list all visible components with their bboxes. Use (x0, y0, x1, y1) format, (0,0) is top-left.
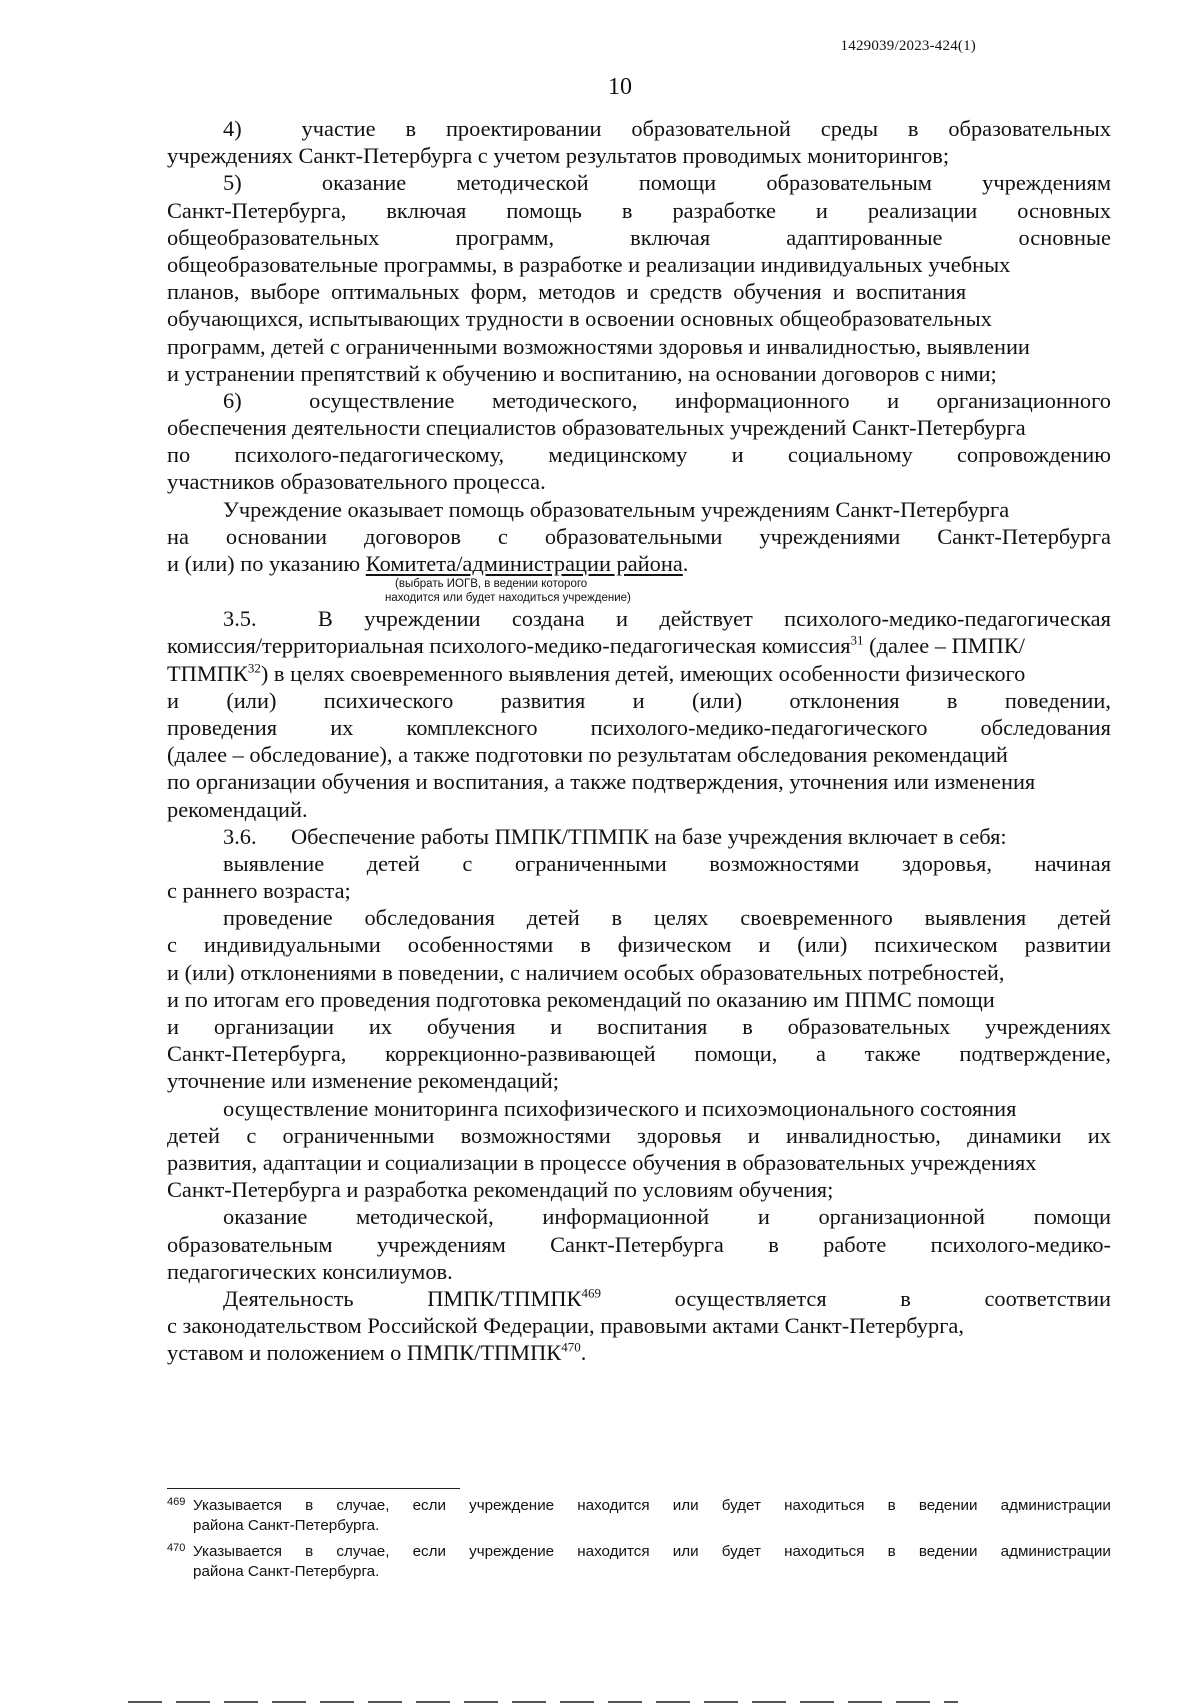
s36-p5-word: соответствии (984, 1285, 1111, 1311)
footnote-469-line-2: района Санкт-Петербурга. (193, 1517, 380, 1534)
assist-line-3-suffix: . (682, 551, 689, 576)
word: и (815, 197, 828, 223)
word: и (731, 442, 744, 468)
section-3-5-line-2 (167, 632, 1111, 659)
word: в (742, 1014, 753, 1039)
word: также (864, 1041, 921, 1067)
word: осуществление (309, 387, 455, 413)
word: с (167, 932, 177, 958)
item-6-line-3 (167, 441, 1111, 468)
s36-p3-line-1: осуществление мониторинга психофизического и психоэмоционального состояния (223, 1095, 1017, 1121)
word: комплексного (406, 714, 538, 740)
page-number: 10 (608, 74, 632, 100)
word: обучения (426, 1014, 516, 1039)
word: (или) (797, 932, 848, 958)
word: методического, (491, 387, 638, 413)
s36-p2-line-5 (167, 1013, 1111, 1040)
word: и (632, 687, 645, 713)
section-3-5-line-7: по организации обучения и воспитания, а также подтверждения, уточнения или изменения (167, 769, 1036, 795)
word: и (616, 606, 628, 632)
s36-p5-word: осуществляется (674, 1285, 827, 1311)
authority-hint-line-1: (выбрать ИОГВ, в ведении которого (395, 578, 588, 591)
word: организационного (936, 387, 1111, 413)
word: проведение (223, 905, 333, 931)
s36-p1-line-2: с раннего возраста; (167, 878, 351, 904)
word: выявление (223, 850, 325, 876)
word: Санкт-Петербурга, (167, 197, 347, 223)
s36-p4-line-1 (167, 1203, 1111, 1230)
word: основании (225, 523, 327, 549)
word: ведении (918, 1543, 978, 1560)
word: социальному (787, 442, 913, 468)
word: будет (721, 1543, 761, 1560)
word: и (167, 687, 179, 713)
item-5-line-7: программ, детей с ограниченными возможностями здоровья и инвалидностью, выявлении (167, 333, 1030, 359)
s36-p3-line-4: Санкт-Петербурга и разработка рекомендаций по условиям обучения; (167, 1177, 834, 1203)
word: Указывается (193, 1497, 282, 1514)
s36-p2-line-3: и (или) отклонениями в поведении, с наличием особых образовательных потребностей, (167, 959, 1005, 985)
word: включая (630, 224, 711, 250)
word: учреждениями (759, 523, 901, 549)
word: информационного (674, 387, 850, 413)
word: в (621, 197, 633, 223)
item-5-line-4: общеобразовательные программы, в разработке и реализации индивидуальных учебных (167, 251, 1011, 277)
word: (или) (226, 687, 277, 713)
footnote-470-line-2: района Санкт-Петербурга. (193, 1563, 380, 1580)
word: создана (511, 606, 585, 632)
word: здоровья, (901, 850, 992, 876)
word: проектировании (445, 116, 602, 141)
word: и (757, 1204, 770, 1230)
word: их (1087, 1122, 1111, 1148)
footnote-ref-32: 32 (247, 660, 261, 676)
word: целях (653, 905, 709, 931)
section-3-5-line-3 (167, 660, 1111, 687)
word: образовательных (948, 116, 1111, 141)
section-3-6-number: 3.6. (223, 823, 257, 849)
word: детей (526, 905, 580, 931)
word: а (816, 1041, 826, 1067)
authority-hint-line-2: находится или будет находиться учреждение) (385, 592, 631, 605)
word: если (412, 1543, 446, 1560)
word: помощь (506, 197, 582, 223)
word: помощи (1033, 1204, 1111, 1230)
word: учреждениям (376, 1231, 506, 1257)
word: образовательных (787, 1014, 951, 1039)
word: случае, (336, 1543, 390, 1560)
word: основных (1017, 197, 1111, 223)
s36-p5-abbr-with-ref (427, 1285, 601, 1312)
word: развитии (1024, 932, 1111, 958)
s36-p3-line-2 (167, 1122, 1111, 1149)
s36-p2-line-4: и по итогам его проведения подготовка рекомендаций по оказанию им ППМС помощи (167, 986, 995, 1012)
word: проведения (167, 714, 278, 740)
section-3-5-line-8: рекомендаций. (167, 796, 308, 822)
word: если (412, 1497, 446, 1514)
item-4-line-2: учреждениях Санкт-Петербурга с учетом результатов проводимых мониторингов; (167, 143, 950, 169)
word: и (167, 1014, 179, 1039)
footnote-number: 470 (167, 1542, 186, 1554)
word: воспитания (597, 1014, 708, 1039)
section-3-5-line-4 (167, 687, 1111, 714)
word: с (462, 850, 473, 876)
item-5-line-3 (167, 224, 1111, 251)
word: Санкт-Петербурга (937, 523, 1111, 549)
item-5-line-2 (167, 197, 1111, 224)
word: возможностями (460, 1122, 611, 1148)
section-3-5-line-2-text: комиссия/территориальная психолого-медико-педагогическая комиссия (167, 633, 851, 659)
word: в (887, 1497, 896, 1514)
word: образовательной (631, 116, 791, 141)
word: организации (213, 1014, 335, 1039)
word: программ, (455, 224, 555, 250)
item-number: 3.5. (223, 606, 257, 632)
s36-p5-line-3-text: уставом и положением о ПМПК/ТПМПК (167, 1340, 562, 1366)
word: находится (577, 1497, 650, 1514)
word: помощи, (694, 1041, 778, 1067)
word: договоров (363, 523, 461, 549)
word: их (330, 714, 354, 740)
s36-p5-line-3 (167, 1339, 1111, 1366)
word: образовательным (766, 170, 932, 196)
word: детей (366, 850, 420, 876)
footnotes (167, 1496, 1111, 1588)
item-5-line-6: обучающихся, испытывающих трудности в освоении основных общеобразовательных (167, 306, 992, 332)
word: ограниченными (282, 1122, 435, 1148)
word: и (550, 1014, 563, 1039)
word: детей (1057, 905, 1111, 931)
assist-line-3-prefix: и (или) по указанию (167, 551, 366, 576)
word: возможностями (709, 850, 860, 876)
word: особенностями (407, 932, 554, 958)
word: физическом (617, 932, 732, 958)
word: здоровья (636, 1122, 722, 1148)
s36-p5-line-2: с законодательством Российской Федерации, правовыми актами Санкт-Петербурга, (167, 1313, 964, 1339)
word: психическом (874, 932, 998, 958)
word: организационной (818, 1204, 986, 1230)
word: и (747, 1122, 760, 1148)
word: развития (500, 687, 586, 713)
document-body (167, 115, 1111, 1366)
word: находиться (784, 1497, 865, 1514)
section-3-6-text: Обеспечение работы ПМПК/ТПМПК на базе учреждения включает в себя: (291, 823, 1007, 849)
word: администрации (1000, 1543, 1111, 1560)
word: оказание (321, 170, 407, 196)
s36-p2-line-1 (167, 904, 1111, 931)
footnote-470-line-1 (193, 1542, 1111, 1562)
s36-p2-line-2 (167, 931, 1111, 958)
word: медицинскому (548, 442, 688, 468)
word: обследования (364, 905, 495, 931)
word: Санкт-Петербурга (550, 1231, 724, 1257)
item-number: 6) (223, 387, 242, 413)
word: информационной (542, 1204, 710, 1230)
word: общеобразовательных (167, 224, 380, 250)
assist-line-1: Учреждение оказывает помощь образовательным учреждениям Санкт-Петербурга (223, 496, 1010, 522)
word: образовательными (544, 523, 723, 549)
word: учреждение (469, 1543, 555, 1560)
word: или (672, 1497, 699, 1514)
authority-placeholder: Комитета/администрации района (365, 551, 683, 576)
s36-p1-line-1 (167, 850, 1111, 877)
s36-p5-line-1 (167, 1285, 1111, 1312)
item-number: 5) (223, 170, 242, 196)
word: коррекционно-развивающей (385, 1041, 656, 1067)
word: выявления (924, 905, 1027, 931)
s36-p2-line-7: уточнение или изменение рекомендаций; (167, 1068, 559, 1094)
footnote-ref-31: 31 (850, 632, 864, 648)
word: с (497, 523, 508, 549)
word: учреждении (364, 606, 481, 632)
item-6-line-2: обеспечения деятельности специалистов образовательных учреждений Санкт-Петербурга (167, 415, 1026, 441)
word: в (580, 932, 591, 958)
word: обследования (980, 714, 1111, 740)
word: будет (721, 1497, 761, 1514)
word: отклонения (789, 687, 900, 713)
word: реализации (867, 197, 978, 223)
item-5-line-8: и устранении препятствий к обучению и воспитанию, на основании договоров с ними; (167, 360, 997, 386)
item-6-line-1 (167, 387, 1111, 414)
word: работе (823, 1231, 887, 1257)
item-6-line-4: участников образовательного процесса. (167, 469, 546, 495)
word: или (672, 1543, 699, 1560)
word: ведении (918, 1497, 978, 1514)
footnote-ref-470: 470 (561, 1339, 581, 1355)
word: индивидуальными (203, 932, 381, 958)
word: начиная (1034, 850, 1111, 876)
word: подтверждение, (959, 1041, 1111, 1067)
word: основные (1018, 224, 1111, 250)
footnote-469 (167, 1496, 1111, 1536)
word: находится (577, 1543, 650, 1560)
word: психолого-медико-педагогического (590, 714, 928, 740)
word: детей (167, 1122, 221, 1148)
word: динамики (967, 1122, 1062, 1148)
footnote-number: 469 (167, 1496, 186, 1508)
word: Санкт-Петербурга, (167, 1041, 347, 1067)
section-3-5-line-3-text: ) в целях своевременного выявления детей, имеющих особенности физического (260, 660, 1026, 686)
footnote-ref-469: 469 (581, 1285, 601, 1301)
assist-line-3 (167, 550, 1111, 577)
word: с (246, 1122, 257, 1148)
document-registration-number: 1429039/2023-424(1) (840, 38, 976, 54)
item-number: 4) (223, 116, 242, 141)
s36-p5-word: Деятельность (223, 1285, 354, 1311)
word: в (405, 116, 417, 141)
word: психолого-медико-педагогическая (784, 606, 1111, 632)
item-5-line-5: планов, выборе оптимальных форм, методов и средств обучения и воспитания (167, 279, 967, 305)
word: психолого-медико- (930, 1231, 1111, 1257)
s36-p3-line-3: развития, адаптации и социализации в процессе обучения в образовательных учреждениях (167, 1149, 1037, 1175)
word: Указывается (193, 1543, 282, 1560)
word: включая (386, 197, 467, 223)
word: оказание (223, 1204, 308, 1230)
word: в (305, 1543, 314, 1560)
word: и (887, 387, 900, 413)
word: В (317, 606, 333, 632)
s36-p5-word: в (900, 1285, 911, 1311)
word: в (907, 116, 919, 141)
section-3-6-heading (167, 823, 1111, 850)
s36-p5-line-3-end: . (580, 1340, 587, 1366)
word: администрации (1000, 1497, 1111, 1514)
word: в (768, 1231, 779, 1257)
word: в (946, 687, 958, 713)
word: разработке (672, 197, 776, 223)
word: в (887, 1543, 896, 1560)
s36-p4-line-2 (167, 1231, 1111, 1258)
word: их (368, 1014, 393, 1039)
word: в (305, 1497, 314, 1514)
section-3-5-line-3-abbr: ТПМПК (167, 660, 248, 686)
s36-p5-abbr: ПМПК/ТПМПК (427, 1285, 582, 1311)
item-4-line-1 (167, 115, 1111, 142)
word: учреждениям (982, 170, 1111, 196)
section-3-5-line-5 (167, 714, 1111, 741)
word: (или) (691, 687, 743, 713)
word: своевременного (740, 905, 893, 931)
word: находиться (784, 1543, 865, 1560)
word: методической, (356, 1204, 494, 1230)
section-3-5-line-6: (далее – обследование), а также подготовки по результатам обследования рекомендаций (167, 742, 1008, 768)
footnote-470 (167, 1542, 1111, 1582)
word: психолого-педагогическому, (234, 442, 505, 468)
word: и (758, 932, 771, 958)
word: инвалидностью, (785, 1122, 941, 1148)
section-3-5-line-1 (167, 605, 1111, 632)
word: действует (659, 606, 753, 632)
word: учреждение (469, 1497, 555, 1514)
word: по (167, 442, 191, 468)
word: образовательным (167, 1231, 333, 1257)
word: адаптированные (786, 224, 943, 250)
s36-p4-line-3: педагогических консилиумов. (167, 1258, 453, 1284)
scan-edge-marks (128, 1701, 958, 1703)
word: поведении, (1004, 687, 1111, 713)
footnote-469-line-1 (193, 1496, 1111, 1516)
word: методической (456, 170, 589, 196)
word: помощи (638, 170, 717, 196)
word: ограниченными (514, 850, 667, 876)
assist-line-2 (167, 523, 1111, 550)
word: участие (301, 116, 376, 141)
section-3-5-line-2-tail: (далее – ПМПК/ (863, 633, 1025, 659)
word: сопровождению (956, 442, 1111, 468)
word: учреждениях (985, 1014, 1111, 1039)
word: случае, (336, 1497, 390, 1514)
word: на (167, 523, 189, 549)
word: в (611, 905, 623, 931)
s36-p2-line-6 (167, 1040, 1111, 1067)
item-5-line-1 (167, 169, 1111, 196)
word: психического (323, 687, 454, 713)
footnote-separator (167, 1488, 460, 1489)
word: среды (820, 116, 878, 141)
